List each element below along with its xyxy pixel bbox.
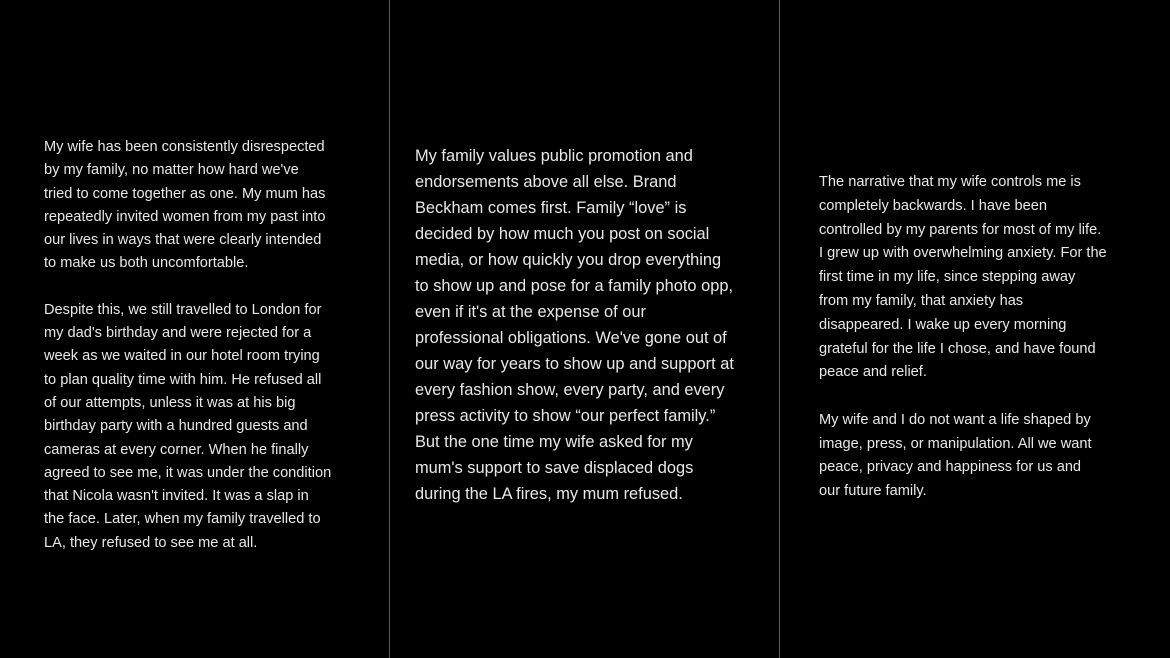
panel-2-paragraph-1: My family values public promotion and endorsements above all else. Brand Beckham comes first. Family “love” is decided by how much you post on social media, or how quickly you drop everything to show up and pose for a family photo opp, even if it's at the expense of our professional obligations. We've gone out of our way for years to show up and support at every fashion show, every party, and every press activity to show “our perfect family.” But the one time my wife asked for my mum's support to save displaced dogs during the LA fires, my mum refused. [415,147,734,503]
panel-1-paragraph-1: My wife has been consistently disrespected by my family, no matter how hard we've tried to come together as one. My mum has repeatedly invited women from my past into our lives in ways that were clearly intended to make us both uncomfortable. [44,139,326,272]
story-panel-2 [390,0,779,658]
panel-3-paragraph-2: My wife and I do not want a life shaped by image, press, or manipulation. All we want peace, privacy and happiness for us and our future family. [819,411,1092,500]
panel-1-paragraph-2: Despite this, we still travelled to London for my dad's birthday and were rejected for a week as we waited in our hotel room trying to plan quality time with him. He refused all of our attempts, unless it was at his big birthday party with a hundred guests and cameras at every corner. When he finally agreed to see me, it was under the condition that Nicola wasn't invited. It was a slap in the face. Later, when my family travelled to LA, they refused to see me at all. [44,301,332,551]
panel-1-text [44,136,364,555]
panel-3-text [819,171,1154,504]
panel-2-text [415,143,765,507]
panel-3-paragraph-1: The narrative that my wife controls me is completely backwards. I have been controlled by my parents for most of my life. I grew up with overwhelming anxiety. For the first time in my life, since stepping away from my family, that anxiety has disappeared. I wake up every morning grateful for the life I chose, and have found peace and relief. [819,174,1107,381]
story-panel-1 [0,0,389,658]
story-panel-3 [780,0,1170,658]
